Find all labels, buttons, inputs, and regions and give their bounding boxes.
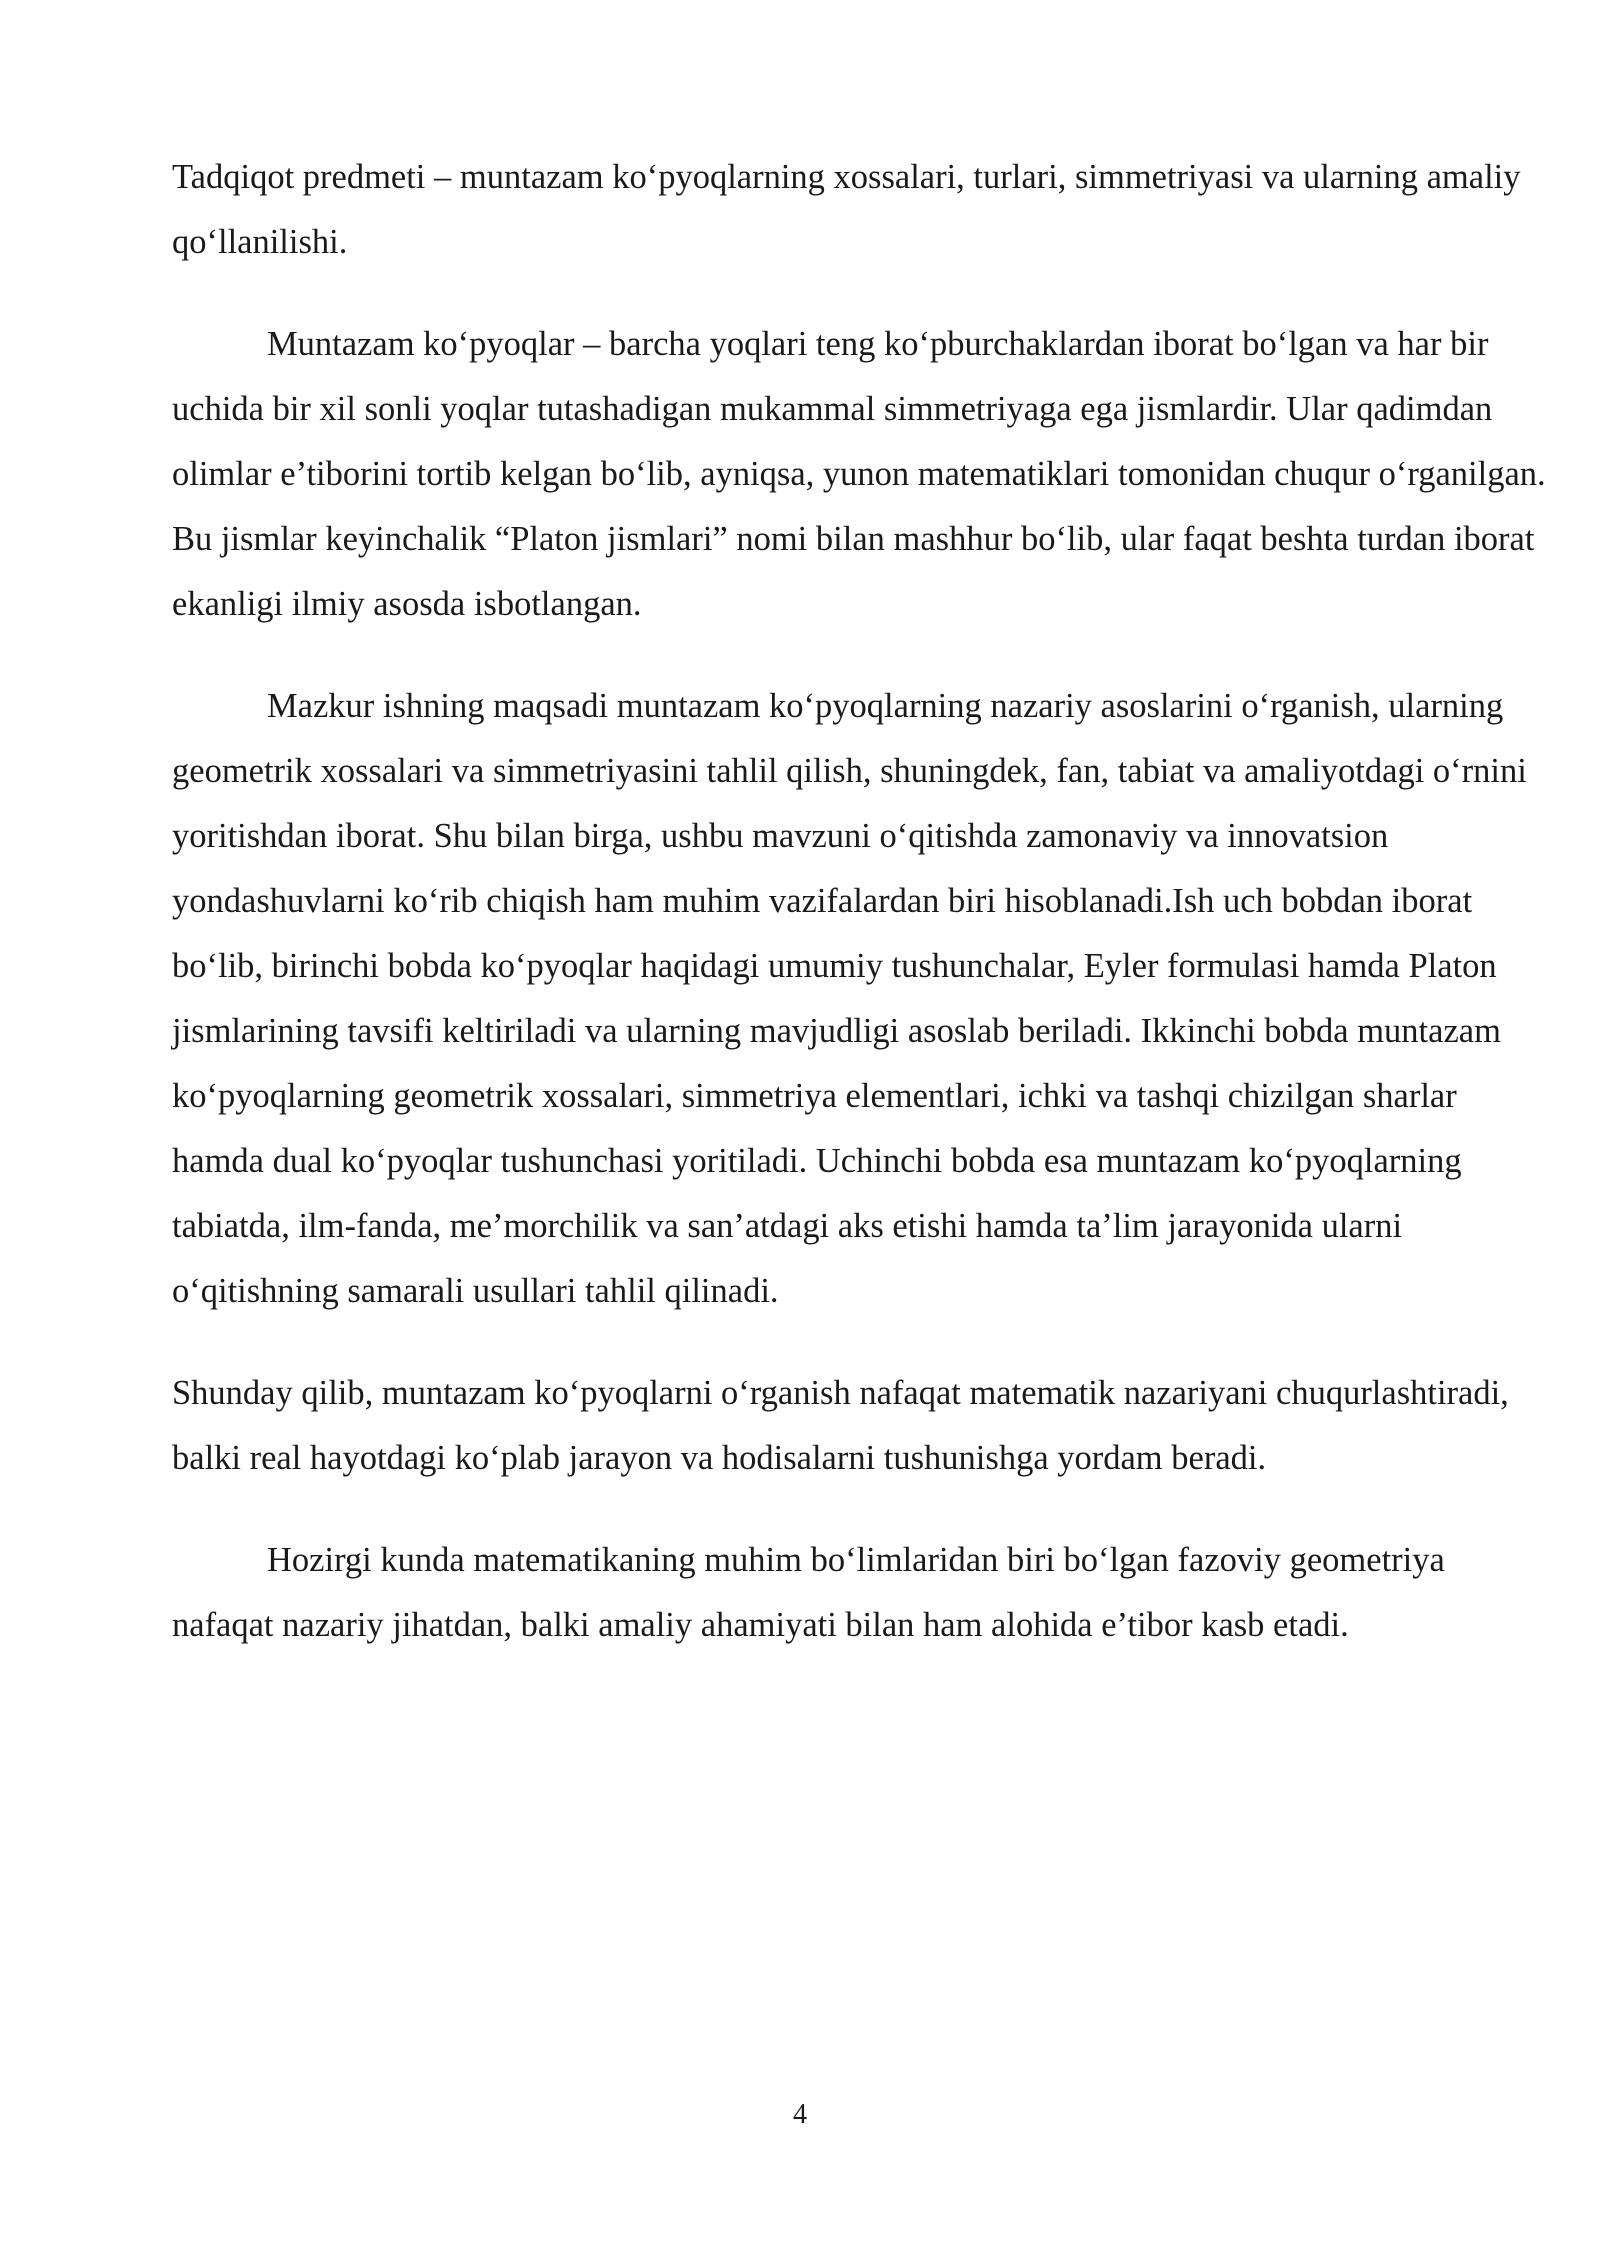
paragraph-conclusion: Shunday qilib, muntazam ko‘pyoqlarni o‘rganish nafaqat matematik nazariyani chuqurlashtiradi, balki real hayotdagi ko‘plab jarayon va hodisalarni tushunishga yordam beradi. — [172, 1374, 1509, 1477]
page-number: 4 — [793, 2099, 807, 2130]
paragraph-work-goal: Mazkur ishning maqsadi muntazam ko‘pyoqlarning nazariy asoslarini o‘rganish, ularning geometrik xossalari va simmetriyasini tahlil qilish, shuningdek, fan, tabiat va amaliyotdagi o‘rnini yoritishdan iborat. Shu bilan birga, ushbu mavzuni o‘qitishda zamonaviy va innovatsion yondashuvlarni ko‘rib chiqish ham muhim vazifalardan biri hisoblanadi.Ish uch bobdan iborat bo‘lib, birinchi bobda ko‘pyoqlar haqidagi umumiy tushunchalar, Eyler formulasi hamda Platon jismlarining tavsifi keltiriladi va ularning mavjudligi asoslab beriladi. Ikkinchi bobda muntazam ko‘pyoqlarning geometrik xossalari, simmetriya elementlari, ichki va tashqi chizilgan sharlar hamda dual ko‘pyoqlar tushunchasi yoritiladi. Uchinchi bobda esa muntazam ko‘pyoqlarning tabiatda, ilm-fanda, me’morchilik va san’atdagi aks etishi hamda ta’lim jarayonida ularni o‘qitishning samarali usullari tahlil qilinadi. — [172, 687, 1527, 1310]
paragraph-spatial-geometry: Hozirgi kunda matematikaning muhim bo‘limlaridan biri bo‘lgan fazoviy geometriya nafaqat nazariy jihatdan, balki amaliy ahamiyati bilan ham alohida e’tibor kasb etadi. — [172, 1541, 1445, 1644]
paragraph-research-subject: Tadqiqot predmeti – muntazam ko‘pyoqlarning xossalari, turlari, simmetriyasi va ularning amaliy qo‘llanilishi. — [172, 158, 1521, 261]
paragraph-regular-polyhedra-definition: Muntazam ko‘pyoqlar – barcha yoqlari teng ko‘pburchaklardan iborat bo‘lgan va har bir uchida bir xil sonli yoqlar tutashadigan mukammal simmetriyaga ega jismlardir. Ular qadimdan olimlar e’tiborini tortib kelgan bo‘lib, ayniqsa, yunon matematiklari tomonidan chuqur o‘rganilgan. Bu jismlar keyinchalik “Platon jismlari” nomi bilan mashhur bo‘lib, ular faqat beshta turdan iborat ekanligi ilmiy asosda isbotlangan. — [172, 325, 1546, 623]
body-text — [172, 145, 1550, 1658]
